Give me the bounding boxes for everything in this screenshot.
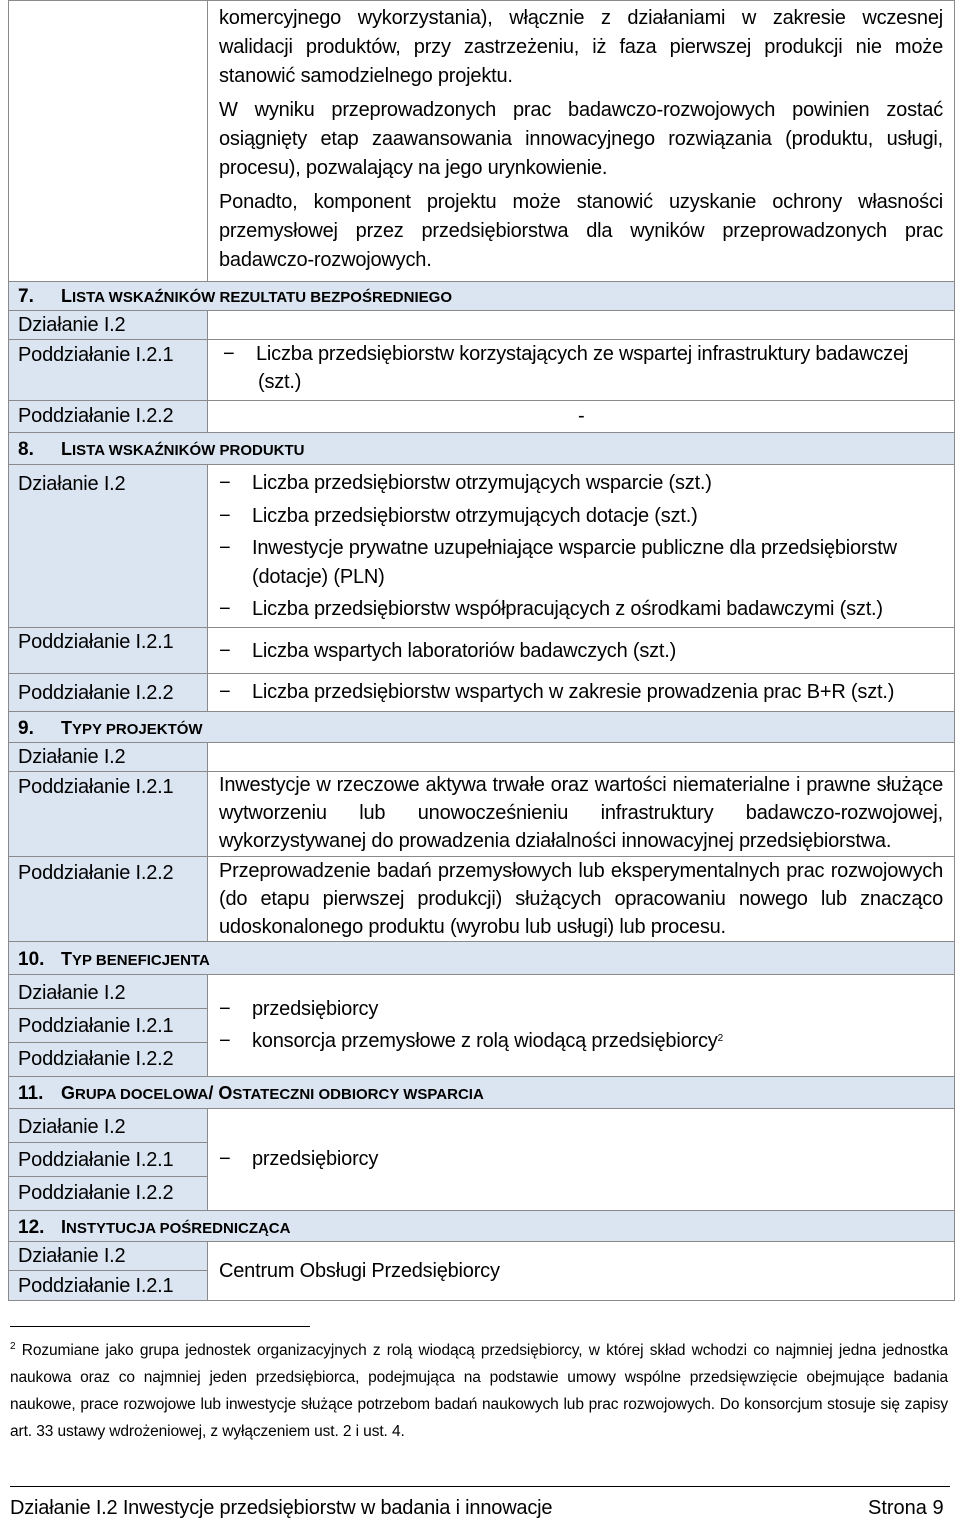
title-text: YPY PROJEKTÓW — [72, 721, 203, 738]
footnote-text: Rozumiane jako grupa jednostek organizacyjnych z rolą wiodącą przedsiębiorcy, w której skład wchodzi co najmniej jedna jednostka naukowa oraz co najmniej jeden przedsiębiorca, podejmująca na podstawie umowy wspólne przedsięwzięcie obejmujące badania naukowe, prace rozwojowe lub inwestycje służące potrzebom badań naukowych lub prac rozwojowych. Do konsorcjum stosuje się zapisy art. 33 ustawy wdrożeniowej, z wyłączeniem ust. 2 i ust. 4. — [10, 1342, 948, 1440]
indicator-item — [219, 595, 883, 624]
dash-bullet: − — [219, 598, 231, 620]
row-value-cell — [207, 974, 955, 1077]
title-initial: G — [61, 1083, 76, 1103]
section-number: 7. — [18, 286, 34, 307]
row-value-cell — [207, 742, 955, 772]
dash-bullet: − — [219, 1030, 231, 1052]
indicator-item — [219, 469, 712, 498]
section-title-10 — [18, 948, 210, 972]
item-text: Liczba przedsiębiorstw wspartych w zakresie prowadzenia prac B+R (szt.) — [252, 681, 895, 703]
label-dzialanie: Działanie I.2 — [18, 1116, 126, 1138]
label-dzialanie: Działanie I.2 — [18, 473, 126, 495]
title-text: NSTYTUCJA POŚREDNICZĄCA — [66, 1220, 291, 1237]
label-dzialanie: Działanie I.2 — [18, 314, 126, 336]
footnote — [10, 1337, 948, 1445]
title-initial: O — [218, 1083, 233, 1103]
section-title-12 — [18, 1216, 290, 1240]
indicator-item — [219, 534, 897, 563]
title-text: YP BENEFICJENTA — [72, 952, 210, 969]
title-separator: / — [208, 1083, 219, 1103]
item-text: Liczba przedsiębiorstw otrzymujących wsparcie (szt.) — [252, 472, 712, 494]
section-title-9 — [18, 717, 203, 741]
empty-value-dash: - — [578, 405, 585, 427]
title-initial: I — [61, 1217, 67, 1237]
cell-empty — [8, 0, 208, 282]
paragraph: Ponadto, komponent projektu może stanowić uzyskanie ochrony własności przemysłowej przez przedsiębiorstwa dla wyników przeprowadzonych prac badawczo-rozwojowych. — [219, 191, 943, 271]
item-text: Liczba przedsiębiorstw współpracujących z ośrodkami badawczymi (szt.) — [252, 598, 883, 620]
project-type-text: Inwestycje w rzeczowe aktywa trwałe oraz wartości niematerialne i prawne służące wytworzeniu lub unowocześnieniu infrastruktury badawczo-rozwojowej, wykorzystywanej do prowadzenia działalności innowacyjnej przedsiębiorstwa. — [219, 774, 943, 852]
dash-bullet: − — [219, 472, 231, 494]
dash-bullet: − — [219, 1148, 231, 1170]
title-text: STATECZNI ODBIORCY WSPARCIA — [232, 1086, 484, 1103]
label-poddzialanie-1: Poddziałanie I.2.1 — [18, 776, 174, 798]
label-dzialanie: Działanie I.2 — [18, 1245, 126, 1267]
item-text: Liczba przedsiębiorstw otrzymujących dotacje (szt.) — [252, 505, 698, 527]
beneficiary-item — [219, 995, 378, 1024]
footnote-reference: 2 — [717, 1033, 723, 1044]
footer-title: Działanie I.2 Inwestycje przedsiębiorstw w badania i innowacje — [10, 1497, 553, 1519]
item-text: przedsiębiorcy — [252, 998, 379, 1020]
title-initial: T — [61, 949, 72, 969]
section-title-7 — [18, 285, 452, 309]
label-dzialanie: Działanie I.2 — [18, 982, 126, 1004]
item-text-cont: (szt.) — [258, 371, 302, 393]
paragraph: komercyjnego wykorzystania), włącznie z działaniami w zakresie wczesnej walidacji produktów, przy zastrzeżeniu, iż faza pierwszej produkcji nie może stanowić samodzielnego projektu. — [219, 7, 943, 87]
title-initial: L — [61, 286, 72, 306]
label-dzialanie: Działanie I.2 — [18, 746, 126, 768]
title-text: ISTA WSKAŹNIKÓW PRODUKTU — [72, 442, 305, 459]
project-type-text: Przeprowadzenie badań przemysłowych lub eksperymentalnych prac rozwojowych (do etapu pierwszej produkcji) służących opracowaniu nowego lub znacząco udoskonalonego produktu (wyrobu lub usługi) lub procesu. — [219, 860, 943, 938]
section-number: 12. — [18, 1217, 45, 1238]
footnote-separator — [10, 1326, 310, 1327]
label-poddzialanie-1: Poddziałanie I.2.1 — [18, 631, 174, 653]
indicator-item — [223, 340, 908, 369]
dash-bullet: − — [219, 505, 231, 527]
label-poddzialanie-2: Poddziałanie I.2.2 — [18, 405, 174, 427]
label-poddzialanie-2: Poddziałanie I.2.2 — [18, 1048, 174, 1070]
intermediate-institution: Centrum Obsługi Przedsiębiorcy — [219, 1260, 500, 1282]
label-poddzialanie-2: Poddziałanie I.2.2 — [18, 1182, 174, 1204]
label-poddzialanie-2: Poddziałanie I.2.2 — [18, 862, 174, 884]
dash-bullet: − — [219, 681, 231, 703]
title-initial: L — [61, 439, 72, 459]
label-poddzialanie-1: Poddziałanie I.2.1 — [18, 1015, 174, 1037]
item-text: Liczba przedsiębiorstw korzystających ze wspartej infrastruktury badawczej — [256, 343, 909, 365]
label-poddzialanie-1: Poddziałanie I.2.1 — [18, 1149, 174, 1171]
dash-bullet: − — [219, 998, 231, 1020]
footer-rule — [10, 1486, 950, 1487]
label-poddzialanie-2: Poddziałanie I.2.2 — [18, 682, 174, 704]
indicator-item — [219, 502, 698, 531]
item-text: Inwestycje prywatne uzupełniające wsparcie publiczne dla przedsiębiorstw — [252, 537, 897, 559]
title-text: RUPA DOCELOWA — [75, 1086, 209, 1103]
section-number: 9. — [18, 718, 34, 739]
paragraph: W wyniku przeprowadzonych prac badawczo-rozwojowych powinien zostać osiągnięty etap zaawansowania innowacyjnego rozwiązania (produktu, usługi, procesu), pozwalający na jego urynkowienie. — [219, 99, 943, 179]
section-title-8 — [18, 438, 304, 462]
section-title-11 — [18, 1082, 484, 1106]
section-number: 11. — [18, 1083, 44, 1104]
item-text-cont: (dotacje) (PLN) — [252, 566, 385, 588]
item-text: konsorcja przemysłowe z rolą wiodącą przedsiębiorcy — [252, 1030, 718, 1052]
item-text: przedsiębiorcy — [252, 1148, 379, 1170]
section-number: 10. — [18, 949, 45, 970]
indicator-item — [219, 637, 676, 666]
title-text: ISTA WSKAŹNIKÓW REZULTATU BEZPOŚREDNIEGO — [72, 289, 452, 306]
indicator-item — [219, 678, 894, 707]
row-value-cell — [207, 310, 955, 340]
footnote-mark: 2 — [10, 1341, 16, 1352]
beneficiary-item — [219, 1027, 723, 1056]
page-number: Strona 9 — [868, 1497, 944, 1519]
dash-bullet: − — [219, 640, 231, 662]
target-group-item — [219, 1145, 378, 1174]
section-number: 8. — [18, 439, 34, 460]
title-initial: T — [61, 718, 72, 738]
dash-bullet: − — [223, 343, 235, 365]
label-poddzialanie-1: Poddziałanie I.2.1 — [18, 344, 174, 366]
dash-bullet: − — [219, 537, 231, 559]
label-poddzialanie-1: Poddziałanie I.2.1 — [18, 1275, 174, 1297]
item-text: Liczba wspartych laboratoriów badawczych (szt.) — [252, 640, 677, 662]
